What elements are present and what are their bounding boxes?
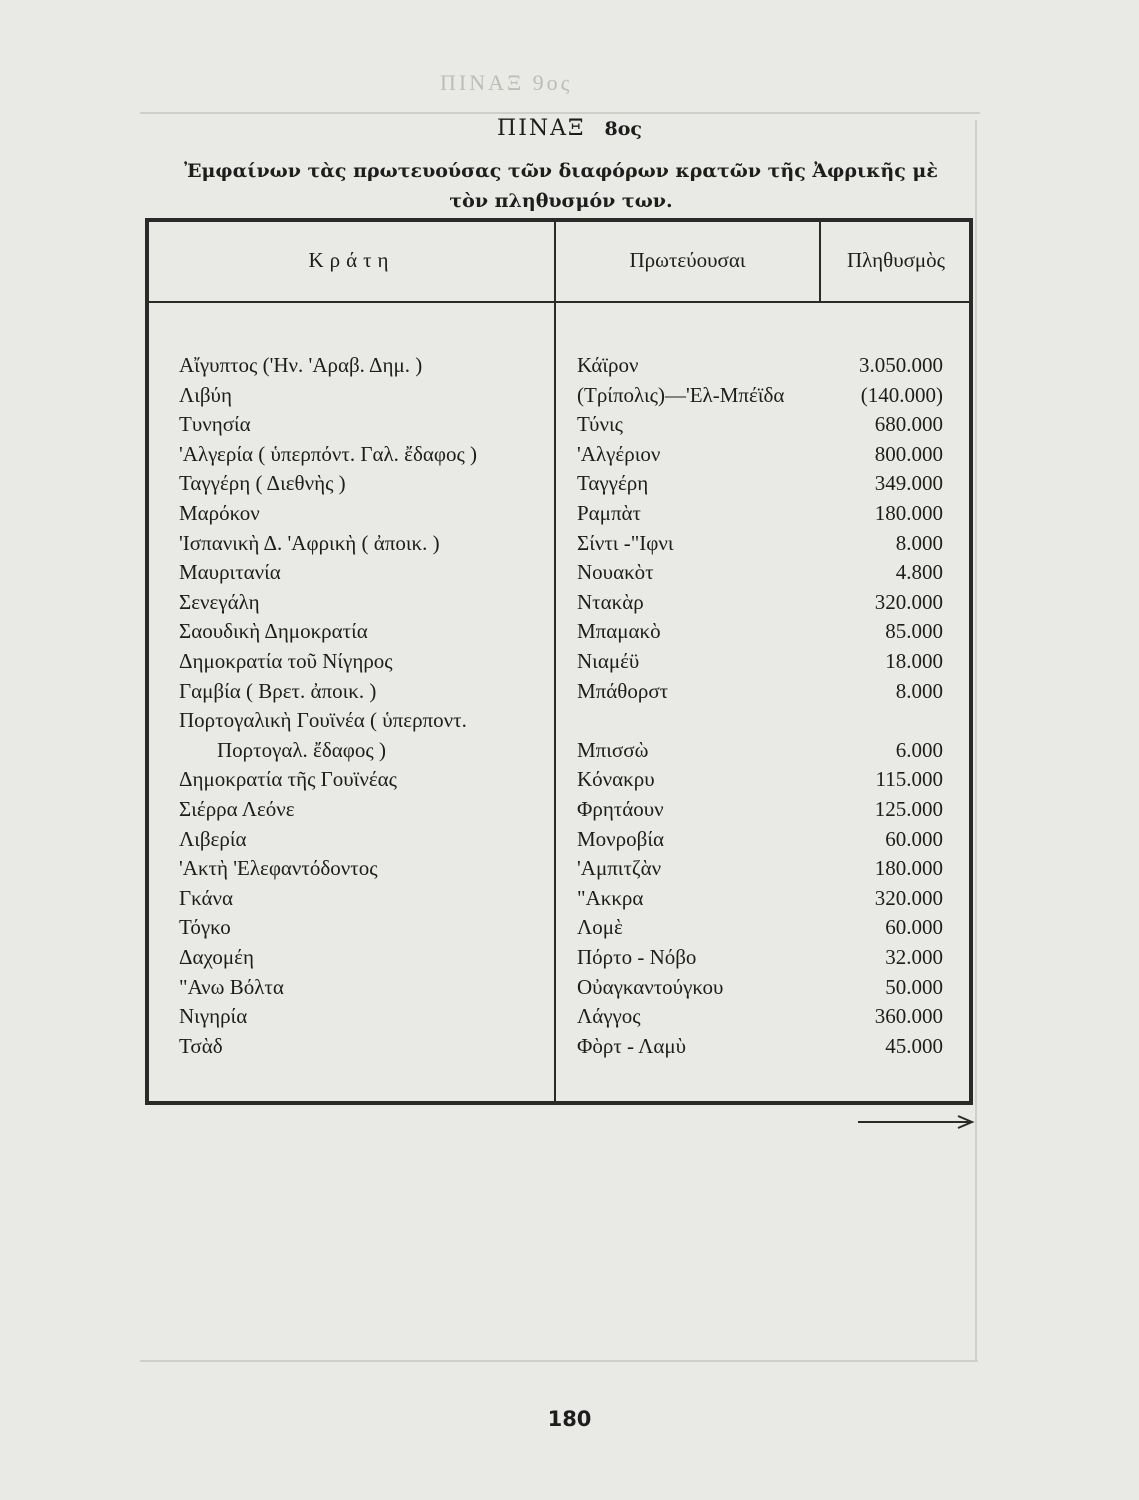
table-row [149,1001,969,1031]
capital-name: Νιαμέϋ [577,649,640,673]
state-name: Τσὰδ [179,1033,223,1058]
state-name: Μαρόκον [179,501,260,525]
state-name: Δημοκρατία τοῦ Νίγηρος [179,649,393,673]
page-number: 180 [547,1407,592,1431]
title-number: 8ος [604,118,642,140]
population-value: 349.000 [874,471,943,496]
population-value: 320.000 [874,589,943,614]
state-name: Δημοκρατία τῆς Γουϊνέας [179,767,397,792]
table-row [149,1031,969,1061]
table-row [149,794,969,824]
table-row [149,942,969,972]
population-value: 60.000 [885,826,943,851]
continue-arrow-icon [858,1112,978,1132]
table-row [149,409,969,439]
state-name: Πορτογαλ. ἔδαφος ) [217,737,386,762]
title-main: ΠΙΝΑΞ [497,116,586,141]
state-name: 'Αλγερία ( ὑπερπόντ. Γαλ. ἔδαφος ) [179,441,478,466]
capital-name: Μπάθορστ [577,678,669,703]
capital-name: Τύνις [577,412,623,437]
state-name: Αἴγυπτος ('Ην. 'Αραβ. Δημ. ) [179,353,423,377]
table-row [149,587,969,617]
table-row [149,972,969,1002]
state-name: Γαμβία ( Βρετ. ἀποικ. ) [179,678,377,703]
capital-name: Πόρτο - Νόβο [577,945,697,969]
state-name: Λιβύη [179,382,232,407]
population-value: (140.000) [860,382,943,407]
state-name: Σενεγάλη [179,589,260,614]
capitals-table [145,218,973,1105]
state-name: Πορτογαλικὴ Γουϊνέα ( ὑπερποντ. [179,708,467,733]
population-value: 180.000 [874,856,943,881]
state-name: 'Ακτὴ 'Ελεφαντόδοντος [179,856,378,881]
capital-name: Φὸρτ - Λαμὺ [577,1033,686,1058]
table-title [0,116,1139,141]
capital-name: Ντακὰρ [577,589,644,614]
state-name: "Ανω Βόλτα [179,974,284,999]
capital-name: Φρητάουν [577,797,664,821]
column-divider [819,222,821,301]
table-subtitle: Ἐμφαίνων τὰς πρωτευούσας τῶν διαφόρων κρατῶν τῆς Ἀφρικῆς μὲ τὸν πληθυσμόν των. [184,160,938,212]
capital-name: Μονροβία [577,826,664,851]
population-value: 320.000 [874,885,943,910]
state-name: Σαουδικὴ Δημοκρατία [179,619,368,644]
capital-name: Σίντι -"Ιφνι [577,530,674,555]
capital-name: 'Αλγέριον [577,441,661,466]
table-row [149,764,969,794]
table-row [149,528,969,558]
table-header [149,222,969,303]
population-value: 8.000 [895,678,943,703]
population-value: 800.000 [874,441,943,466]
state-name: Δαχομέη [179,945,254,969]
state-name: Τυνησία [179,412,251,437]
table-row [149,735,969,765]
population-value: 18.000 [885,649,943,673]
population-value: 115.000 [875,767,943,792]
population-value: 125.000 [874,797,943,821]
header-capitals: Πρωτεύουσαι [629,248,746,272]
capital-name: Μπισσὼ [577,737,649,762]
capital-name: Μπαμακὸ [577,619,661,644]
header-states: Κράτη [308,248,395,272]
state-name: Μαυριτανία [179,560,281,585]
state-name: Σιέρρα Λεόνε [179,797,295,821]
table-row [149,676,969,706]
table-row [149,912,969,942]
capital-name: Οὐαγκαντούγκου [577,974,724,999]
table-row [149,853,969,883]
capital-name: Κόνακρυ [577,767,655,792]
state-name: Νιγηρία [179,1004,248,1029]
capital-name: Λάγγος [577,1004,641,1029]
population-value: 45.000 [885,1033,943,1058]
table-row [149,557,969,587]
table-row [149,883,969,913]
table-row [149,705,969,735]
state-name: Τόγκο [179,915,231,940]
state-name: Γκάνα [179,885,234,910]
population-value: 50.000 [885,974,943,999]
table-row [149,350,969,380]
population-value: 32.000 [885,945,943,969]
state-name: Ταγγέρη ( Διεθνὴς ) [179,471,346,496]
population-value: 60.000 [885,915,943,940]
population-value: 3.050.000 [859,353,943,377]
table-row [149,468,969,498]
table-row [149,439,969,469]
bleed-through-rule [140,1360,978,1362]
population-value: 680.000 [874,412,943,437]
capital-name: Λομὲ [577,915,623,940]
population-value: 6.000 [895,737,943,762]
capital-name: Ραμπὰτ [577,501,641,525]
population-value: 85.000 [885,619,943,644]
population-value: 4.800 [895,560,943,585]
capital-name: Νουακὸτ [577,560,654,585]
population-value: 8.000 [895,530,943,555]
capital-name: Κάϊρον [577,353,639,377]
table-row [149,498,969,528]
table-row [149,824,969,854]
capital-name: 'Αμπιτζὰν [577,856,662,881]
bleed-through-rule [140,112,980,114]
capital-name: (Τρίπολις)—'Ελ-Μπέϊδα [577,382,785,407]
state-name: 'Ισπανικὴ Δ. 'Αφρικὴ ( ἀποικ. ) [179,530,440,555]
bleed-through-rule [975,120,977,1360]
state-name: Λιβερία [179,826,247,851]
header-population: Πληθυσμὸς [847,248,945,272]
population-value: 360.000 [874,1004,943,1029]
table-row [149,380,969,410]
table-row [149,616,969,646]
table-row [149,646,969,676]
population-value: 180.000 [874,501,943,525]
capital-name: Ταγγέρη [577,471,649,496]
capital-name: "Ακκρα [577,885,644,910]
bleed-through-heading: ΠΙΝΑΞ 9ος [440,70,573,95]
